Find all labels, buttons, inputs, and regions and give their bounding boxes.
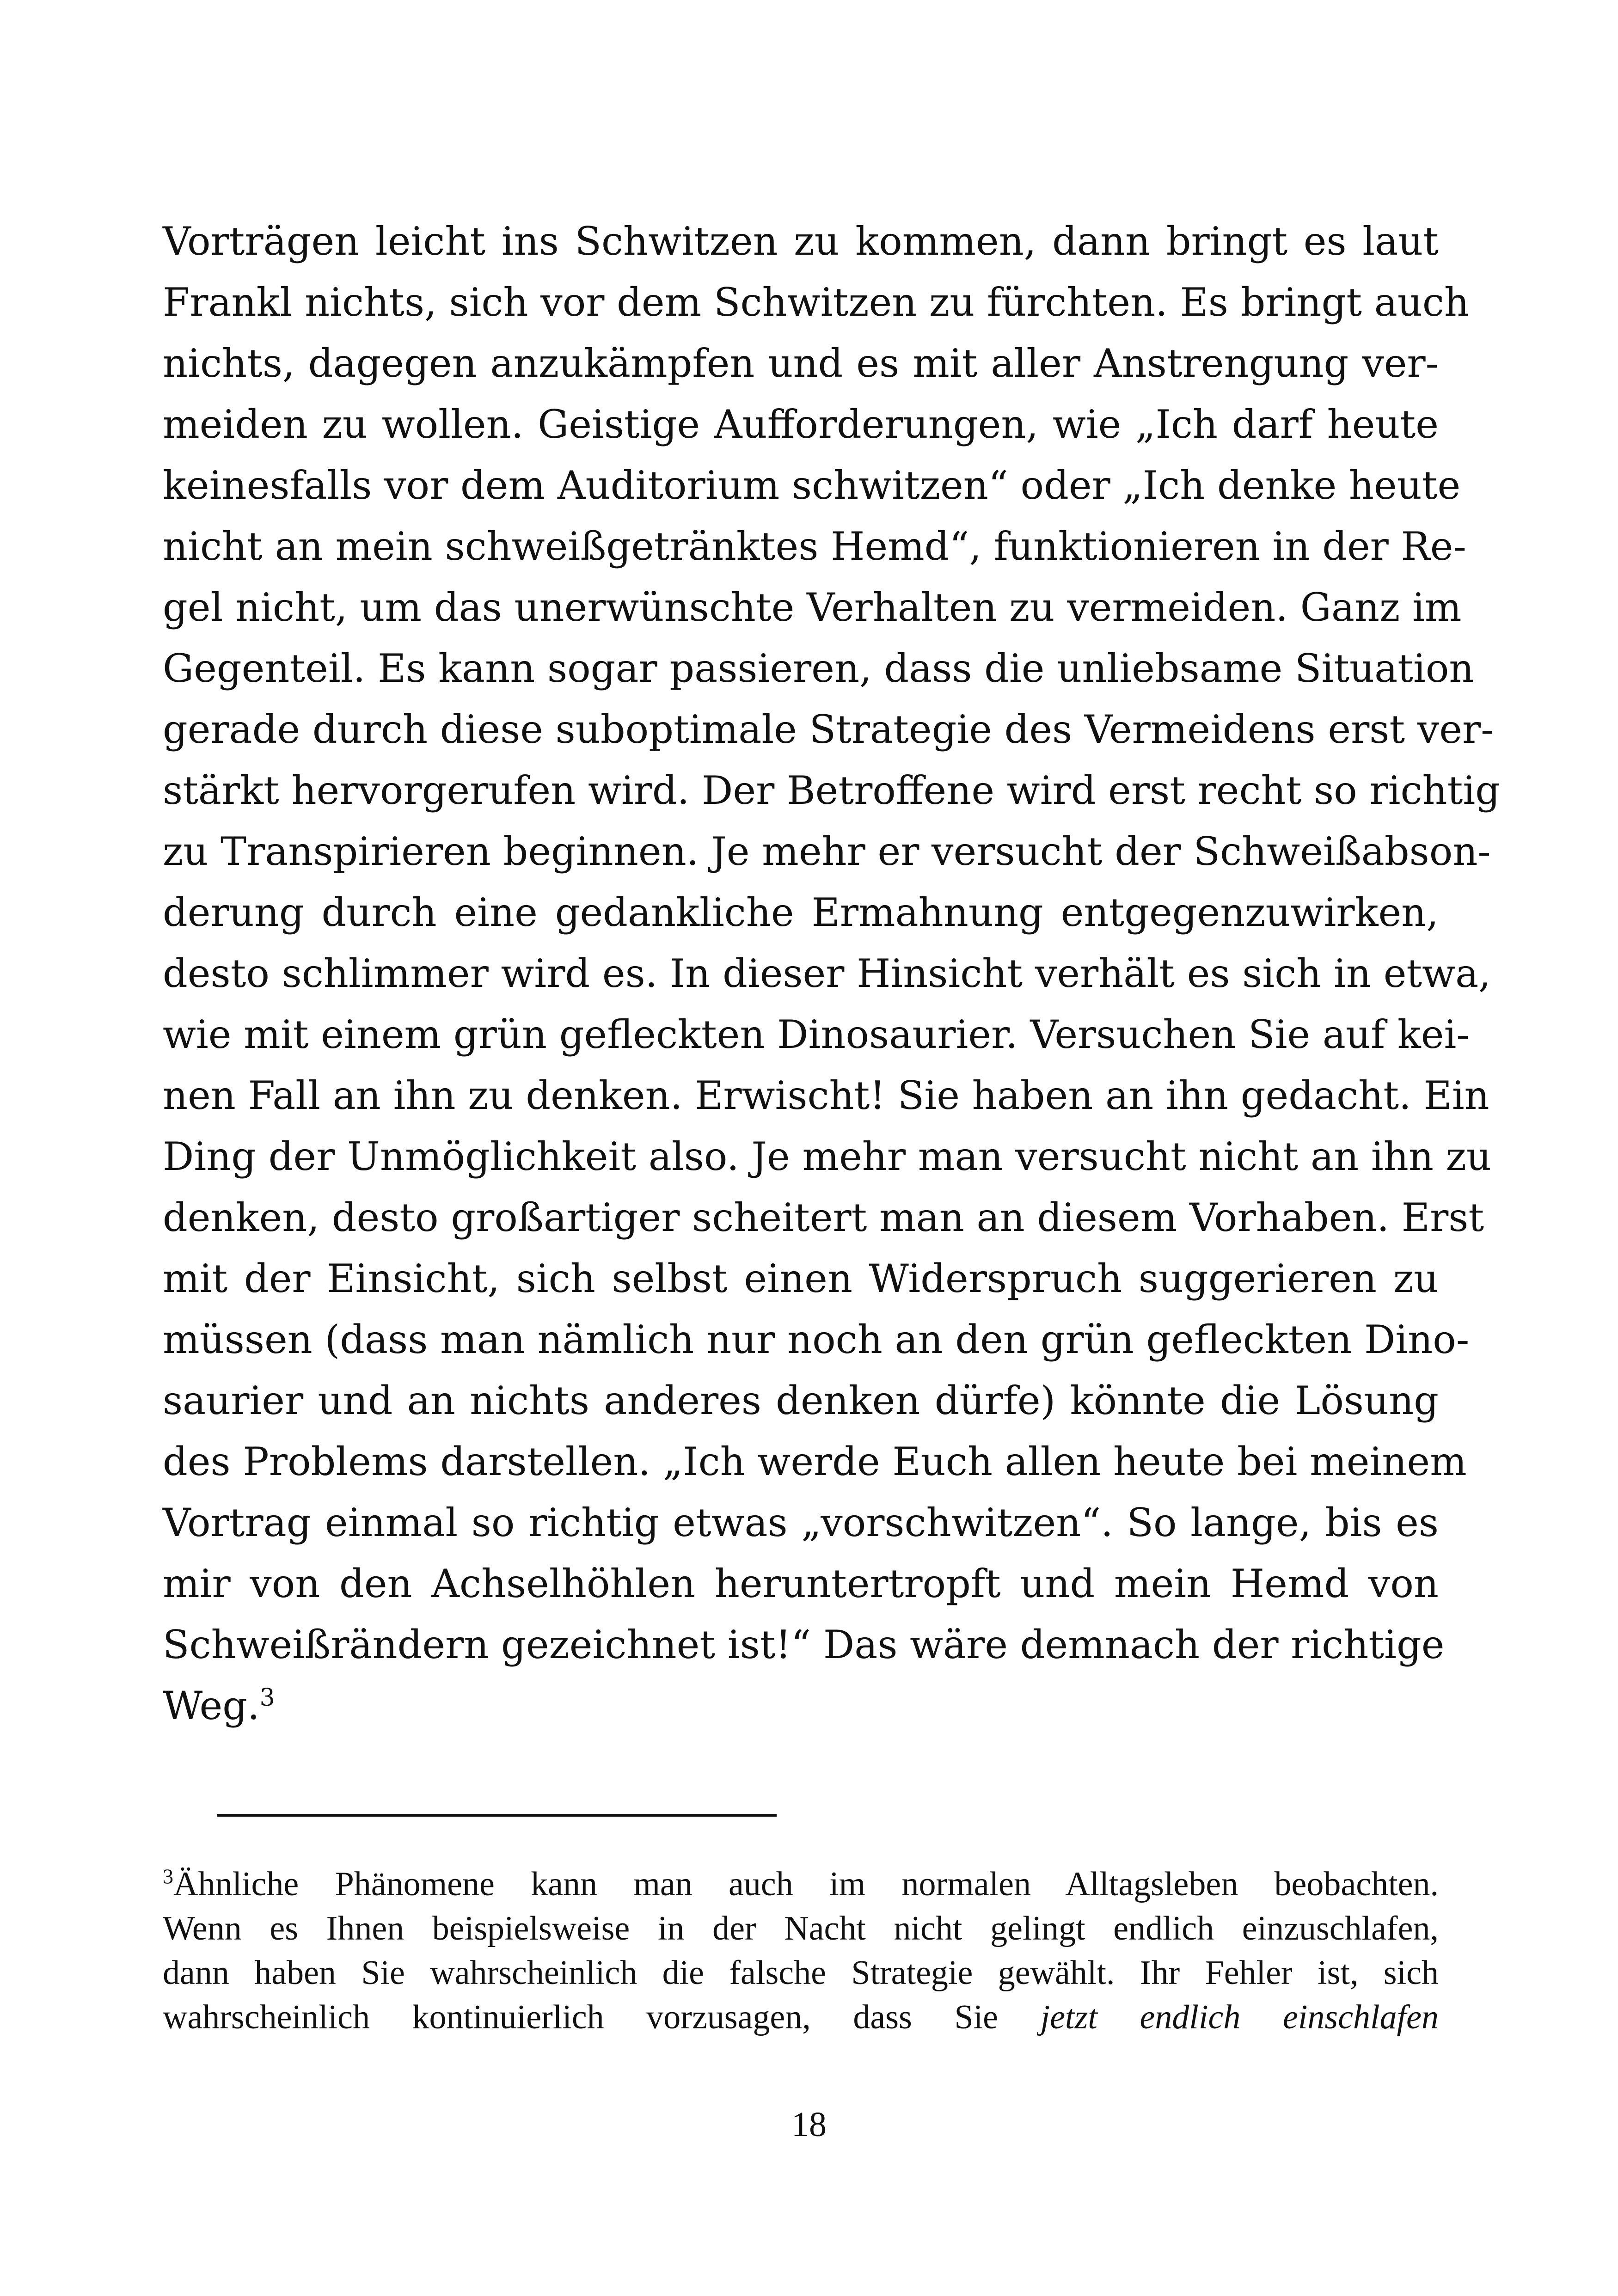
footnote-line: Wenn es Ihnen beispielsweise in der Nacht nicht gelingt endlich einzuschlafen, <box>163 1910 1439 1947</box>
body-line: stärkt hervorgerufen wird. Der Betroffene wird erst recht so richtig <box>163 768 1500 813</box>
body-line: Gegenteil. Es kann sogar passieren, dass die unliebsame Situation <box>163 646 1474 691</box>
footnote-line <box>163 1995 1439 2039</box>
body-line: meiden zu wollen. Geistige Aufforderungen, wie „Ich darf heute <box>163 402 1439 447</box>
body-line: gel nicht, um das unerwünschte Verhalten zu vermeiden. Ganz im <box>163 585 1462 630</box>
body-line: Vortrag einmal so richtig etwas „vorschwitzen“. So lange, bis es <box>163 1500 1439 1545</box>
footnote-italic-text: jetzt endlich einschlafen <box>1040 1998 1439 2036</box>
body-text <box>163 211 1500 1736</box>
footnote-reference[interactable]: 3 <box>259 1684 275 1712</box>
body-line: gerade durch diese suboptimale Strategie des Vermeidens erst ver- <box>163 707 1494 752</box>
body-line: müssen (dass man nämlich nur noch an den grün gefleckten Dino- <box>163 1317 1470 1362</box>
body-line: zu Transpirieren beginnen. Je mehr er versucht der Schweißabson- <box>163 829 1491 874</box>
body-line: derung durch eine gedankliche Ermahnung entgegenzuwirken, <box>163 890 1439 935</box>
body-line: Vorträgen leicht ins Schwitzen zu kommen, dann bringt es laut <box>163 219 1439 264</box>
footnote-marker: 3 <box>163 1864 173 1888</box>
footnote-separator <box>217 1814 777 1817</box>
body-line: nichts, dagegen anzukämpfen und es mit aller Anstrengung ver- <box>163 341 1439 386</box>
body-line: mir von den Achselhöhlen heruntertropft und mein Hemd von <box>163 1561 1439 1606</box>
body-line: wie mit einem grün gefleckten Dinosaurier. Versuchen Sie auf kei- <box>163 1012 1470 1057</box>
body-line: denken, desto großartiger scheitert man an diesem Vorhaben. Erst <box>163 1195 1484 1240</box>
body-line: des Problems darstellen. „Ich werde Euch allen heute bei meinem <box>163 1439 1467 1484</box>
footnote <box>163 1862 1439 2039</box>
body-line: Frankl nichts, sich vor dem Schwitzen zu fürchten. Es bringt auch <box>163 280 1470 325</box>
body-line: desto schlimmer wird es. In dieser Hinsicht verhält es sich in etwa, <box>163 951 1491 996</box>
page-number: 18 <box>791 2105 827 2144</box>
body-line: nen Fall an ihn zu denken. Erwischt! Sie haben an ihn gedacht. Ein <box>163 1073 1489 1118</box>
body-line: saurier und an nichts anderes denken dürfe) könnte die Lösung <box>163 1378 1439 1423</box>
footnote-text: wahrscheinlich kontinuierlich vorzusagen, dass Sie <box>163 1998 1041 2036</box>
footnote-line <box>163 1862 1439 1906</box>
body-last-line <box>163 1675 1439 1736</box>
footnote-text: Ähnliche Phänomene kann man auch im normalen Alltagsleben beobachten. <box>173 1865 1439 1903</box>
body-line: Schweißrändern gezeichnet ist!“ Das wäre demnach der richtige <box>163 1622 1445 1667</box>
footnote-line: dann haben Sie wahrscheinlich die falsche Strategie gewählt. Ihr Fehler ist, sich <box>163 1954 1439 1992</box>
body-line: keinesfalls vor dem Auditorium schwitzen“ oder „Ich denke heute <box>163 463 1461 508</box>
body-line: mit der Einsicht, sich selbst einen Widerspruch suggerieren zu <box>163 1256 1439 1301</box>
body-line: Ding der Unmöglichkeit also. Je mehr man versucht nicht an ihn zu <box>163 1134 1492 1179</box>
body-line: nicht an mein schweißgetränktes Hemd“, funktionieren in der Re- <box>163 524 1466 569</box>
body-last-word: Weg. <box>163 1683 260 1728</box>
